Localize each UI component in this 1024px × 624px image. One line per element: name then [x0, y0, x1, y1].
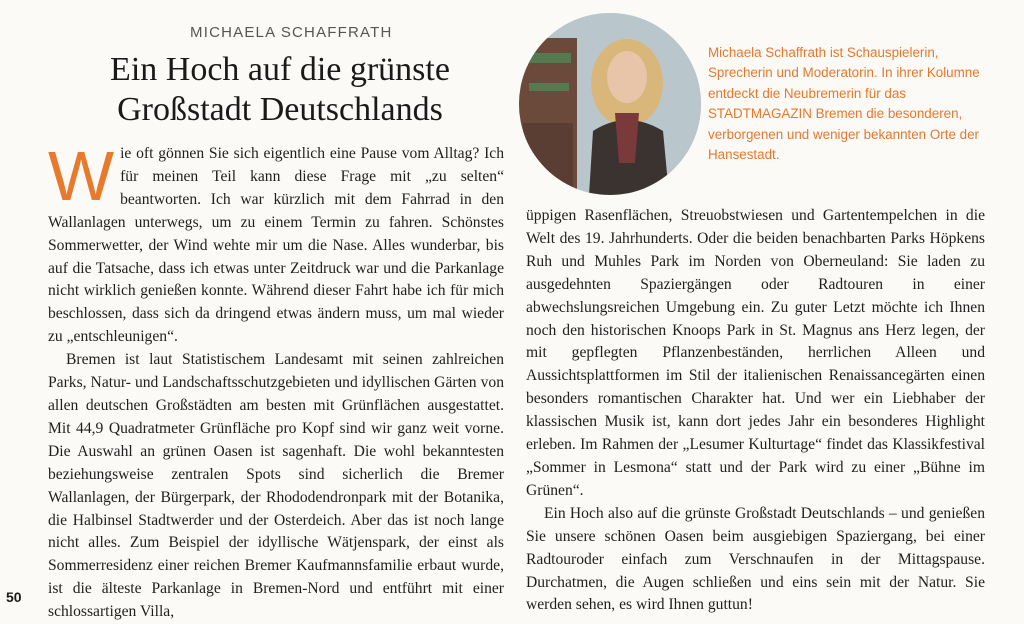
page-number: 50 [6, 589, 22, 605]
article-title [60, 50, 500, 130]
paragraph-intro [48, 137, 504, 349]
author-portrait [519, 13, 701, 195]
text-column-right [526, 205, 985, 617]
paragraph-continued: üppigen Rasenflächen, Streuobstwiesen und Gartentempelchen in die Welt des 19. Jahrhunderts. Oder die beiden benachbarten Parks Höpkens Ruh und Muhles Park im Norden von Oberneuland: Sie laden zu ausgedehnten Spaziergängen oder Radtouren in einer abwechslungsreichen Umgebung ein. Zu guter Letzt möchte ich Ihnen noch den historischen Knoops Park in St. Magnus ans Herz legen, der mit gepflegten Pflanzenbeständen, herrlichen Alleen und Aussichtsplattformen im Stil der italienischen Renaissancegärten einen besonders romantischen Charakter hat. Und wer ein Liebhaber der klassischen Musik ist, kann dort jedes Jahr ein besonderes Highlight erleben. Im Rahmen der „Lesumer Kulturtage“ findet das Klassikfestival „Sommer in Lesmona“ statt und der Park wird zu einer „Bühne im Grünen“. [526, 207, 985, 499]
title-line-2: Großstadt Deutschlands [117, 91, 443, 128]
author-bio: Michaela Schaffrath ist Schauspielerin, Sprecherin und Moderatorin. In ihrer Kolumne entdeckt die Neubremerin für das STADTMAGAZIN Bremen die besonderen, verborgenen und weniger bekannten Orte der Hansestadt. [708, 45, 980, 163]
text-column-left [48, 137, 504, 624]
paragraph-intro-text: ie oft gönnen Sie sich eigentlich eine Pause vom Alltag? Ich für meinen Teil kann diese Frage mit „zu selten“ beantworten. Ich war kürzlich mit dem Fahrrad in den Wallanlagen unterwegs, um zu einem Termin zu fahren. Schönstes Sommerwetter, der Wind wehte mir um die Nase. Alles wunderbar, bis auf die Tatsache, dass ich etwas unter Zeitdruck war und die Parkanlage nicht wirklich genießen konnte. Während dieser Fahrt habe ich für mich beschlossen, dass sich da dringend etwas ändern muss, um mal wieder zu „entschleunigen“. [48, 145, 504, 346]
drop-cap: W [48, 137, 115, 215]
paragraph-closing: Ein Hoch also auf die grünste Großstadt Deutschlands – und genießen Sie unsere schönen Oasen beim ausgiebigen Spaziergang, bei einer Radtouroder einfach zum Verschnaufen in der Mittagspause. Durchatmen, die Augen schließen und eins sein mit der Natur. Sie werden sehen, es wird Ihnen guttun! [526, 504, 985, 614]
title-line-1: Ein Hoch auf die grünste [110, 51, 450, 88]
author-name: MICHAELA SCHAFFRATH [190, 24, 393, 41]
paragraph-parks: Bremen ist laut Statistischem Landesamt mit seinen zahlreichen Parks, Natur- und Landschaftsschutzgebieten und idyllischen Gärten von allen deutschen Großstädten am besten mit Grünflächen ausgestattet. Mit 44,9 Quadratmeter Grünfläche pro Kopf sind wir ganz weit vorne. Die Auswahl an grünen Oasen ist sagenhaft. Die wohl bekanntesten beziehungsweise zentralen Spots sind sicherlich die Bremer Wallanlagen, der Bürgerpark, der Rhododendronpark mit der Botanika, die Halbinsel Stadtwerder und der Osterdeich. Aber das ist noch lange nicht alles. Zum Beispiel der idyllische Wätjenspark, der einst als Sommerresidenz einer reichen Bremer Kaufmannsfamilie erbaut wurde, ist die älteste Parkanlage in Bremen-Nord und entführt mit einer schlossartigen Villa, [48, 351, 504, 621]
portrait-illustration [519, 13, 701, 195]
